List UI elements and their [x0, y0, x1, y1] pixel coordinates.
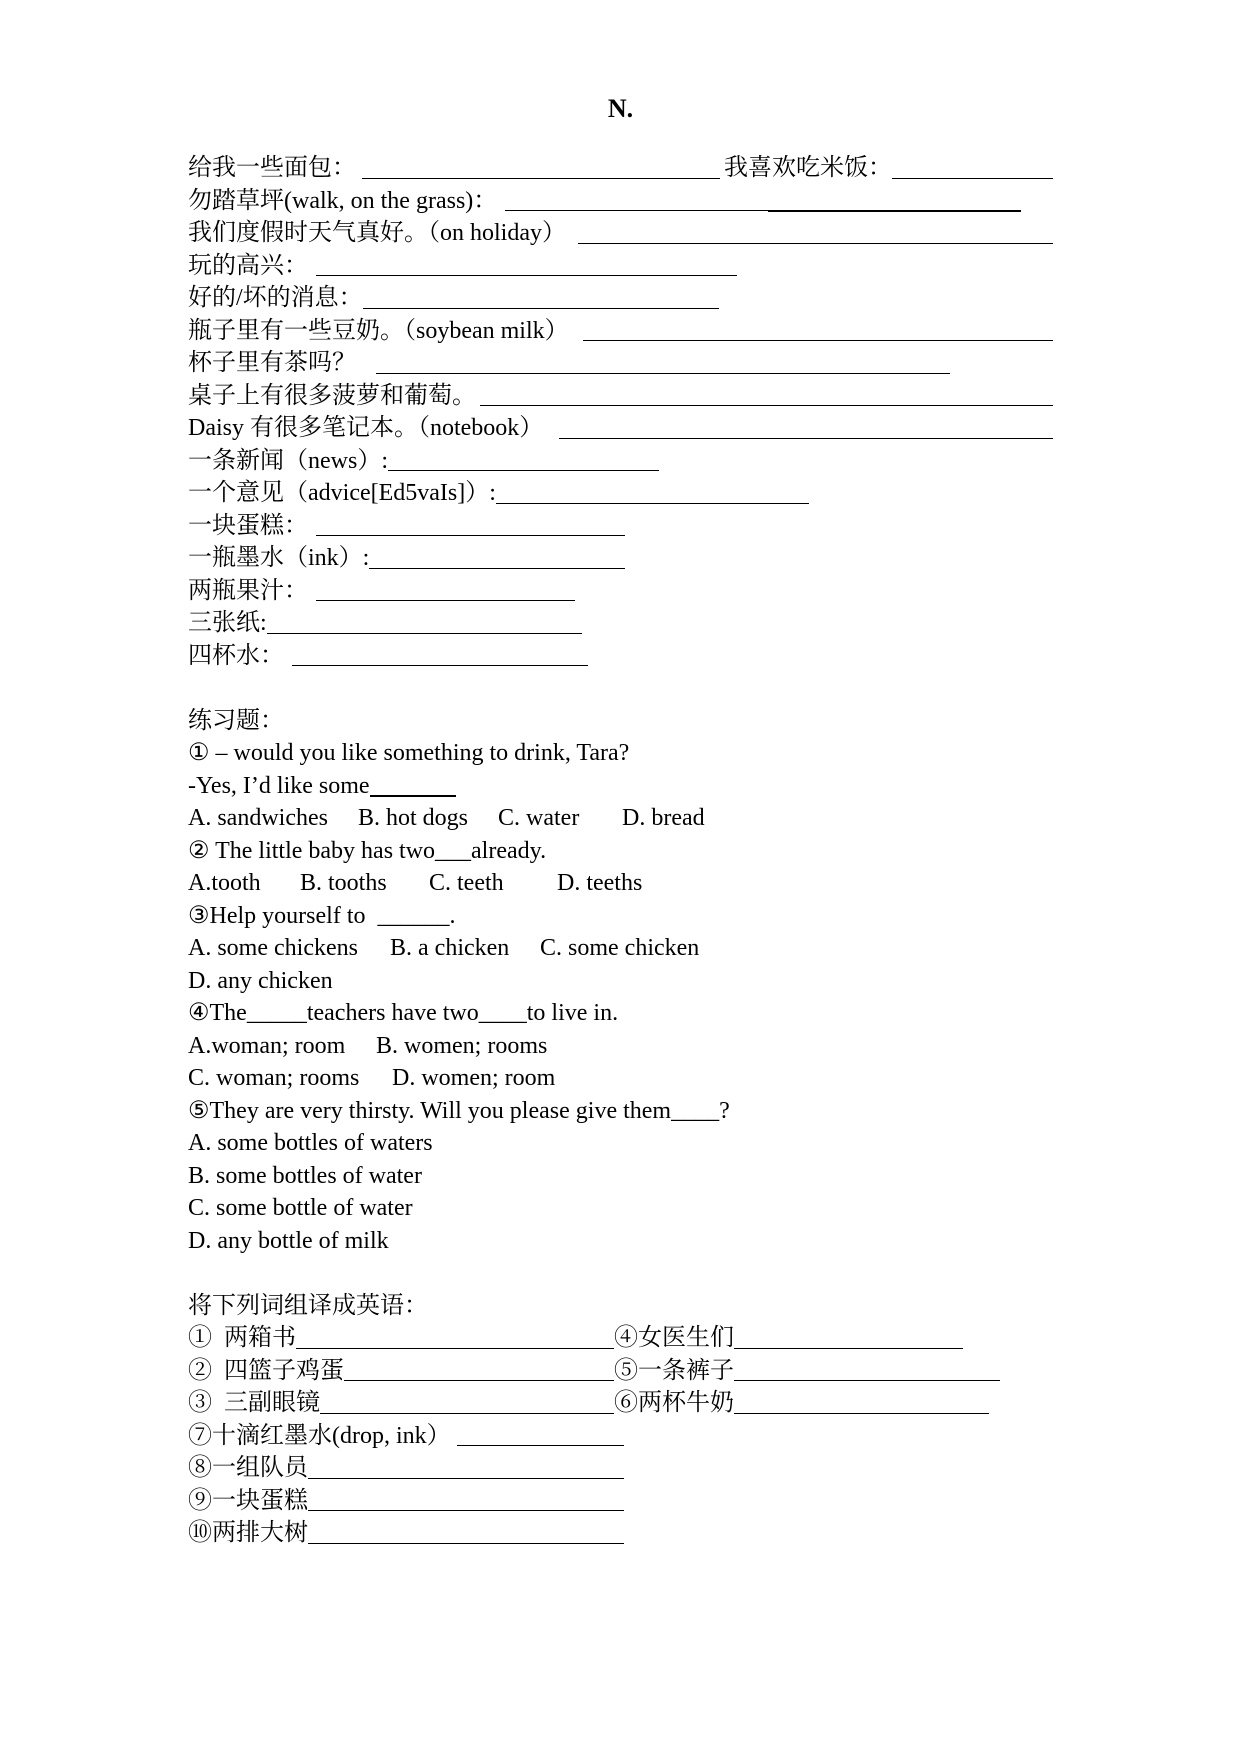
translation-prompt: ⑦十滴红墨水(drop, ink）: [188, 1422, 451, 1449]
option: C. some bottle of water: [188, 1195, 413, 1221]
translation-prompt: ① 两箱书: [188, 1325, 296, 1351]
option: D. bread: [622, 805, 705, 831]
phrase-prompt: 勿踏草坪(walk, on the grass)：: [188, 187, 498, 214]
answer-blank: [388, 470, 659, 471]
answer-blank: [457, 1445, 624, 1446]
worksheet-body: [188, 152, 1053, 1550]
answer-blank: [344, 1380, 614, 1381]
translation-prompt: ⑥两杯牛奶: [614, 1390, 734, 1416]
option: D. any bottle of milk: [188, 1227, 389, 1254]
translation-line: [188, 1452, 624, 1485]
answer-blank: [505, 210, 768, 211]
translation-line: [188, 1517, 624, 1550]
option: C. woman; rooms: [188, 1065, 360, 1091]
answer-blank: [734, 1348, 963, 1349]
translation-item: [188, 1355, 614, 1388]
option: A. sandwiches: [188, 805, 328, 831]
answer-blank: [559, 438, 1053, 439]
section-heading: 将下列词组译成英语：: [188, 1292, 428, 1319]
option: C. water: [498, 805, 580, 831]
translation-item: [614, 1387, 989, 1420]
question-stem: ⑤They are very thirsty. Will you please give them____?: [188, 1097, 730, 1124]
option: B. tooths: [300, 870, 387, 896]
translation-item: [188, 1387, 614, 1420]
option: A.tooth: [188, 870, 261, 896]
phrase-prompt: 一个意见（advice[Ed5vaIs]）:: [188, 480, 496, 506]
translation-item: [614, 1355, 1000, 1388]
translation-line: [188, 1355, 1053, 1388]
phrase-line: [188, 315, 1053, 348]
answer-blank: [267, 633, 582, 634]
phrase-prompt: Daisy 有很多笔记本。（notebook）: [188, 415, 544, 441]
question-reply: [188, 770, 1053, 803]
page-title: N.: [607, 94, 634, 123]
answer-blank: [308, 1543, 624, 1544]
answer-blank: [734, 1380, 1000, 1381]
phrase-line: [188, 217, 1053, 250]
phrase-line: [188, 380, 1053, 413]
question-stem: ③Help yourself to ______.: [188, 902, 456, 929]
option-row: [188, 965, 1053, 998]
answer-blank: [376, 373, 950, 374]
option: D. women; room: [392, 1065, 556, 1091]
answer-blank: [362, 178, 720, 179]
translation-line: [188, 1322, 1053, 1355]
answer-blank: [892, 178, 1053, 179]
option: A.woman; room: [188, 1032, 346, 1059]
phrase-line: [188, 445, 659, 478]
phrase-line: [188, 152, 1053, 185]
option: B. some bottles of water: [188, 1162, 422, 1189]
answer-blank: [308, 1478, 624, 1479]
phrase-line: [188, 250, 737, 283]
phrase-prompt: 两瓶果汁：: [188, 577, 308, 604]
answer-blank: [320, 1413, 614, 1414]
phrase-line: [188, 575, 575, 608]
option: A. some chickens: [188, 935, 358, 961]
option: C. teeth: [429, 870, 504, 896]
reply-text: -Yes, I’d like some: [188, 772, 370, 799]
phrase-line: [188, 412, 1053, 445]
phrase-prompt: 玩的高兴：: [188, 252, 308, 279]
question-stem: ② The little baby has two___already.: [188, 837, 547, 864]
answer-blank: [369, 568, 625, 569]
option: B. women; rooms: [376, 1032, 548, 1059]
option: D. teeths: [557, 870, 643, 896]
answer-blank: [768, 210, 1021, 212]
answer-blank: [480, 405, 1053, 406]
answer-blank: [316, 535, 625, 536]
phrase-line: [188, 510, 625, 543]
option: B. hot dogs: [358, 805, 469, 831]
phrase-prompt: 一块蛋糕：: [188, 512, 308, 539]
translation-prompt: ⑨一块蛋糕: [188, 1487, 308, 1514]
translation-prompt: ③ 三副眼镜: [188, 1390, 320, 1416]
answer-blank: [296, 1348, 614, 1349]
phrase-prompt: 一瓶墨水（ink）:: [188, 545, 370, 571]
translation-prompt: ⑧一组队员: [188, 1455, 308, 1481]
translation-prompt: ④女医生们: [614, 1325, 734, 1351]
answer-blank: [578, 243, 1053, 244]
answer-blank: [316, 275, 737, 276]
translation-item: [614, 1322, 963, 1355]
phrase-prompt: 给我一些面包：: [188, 155, 356, 181]
phrase-prompt: 我们度假时天气真好。（on holiday）: [188, 220, 566, 246]
phrase-prompt: 杯子里有茶吗？: [188, 350, 356, 376]
phrase-line: [188, 640, 588, 673]
translation-prompt: ② 四篮子鸡蛋: [188, 1357, 344, 1384]
question-stem: ① – would you like something to drink, Tara?: [188, 740, 630, 766]
phrase-prompt: 瓶子里有一些豆奶。（soybean milk）: [188, 317, 569, 344]
option: C. some chicken: [540, 935, 700, 961]
option: A. some bottles of waters: [188, 1130, 433, 1156]
spacer: [188, 1257, 1053, 1290]
translation-line: [188, 1485, 624, 1518]
phrase-prompt: 好的/坏的消息：: [188, 285, 363, 311]
answer-blank: [316, 600, 575, 601]
phrase-prompt: 三张纸:: [188, 610, 267, 636]
phrase-line: [188, 542, 625, 575]
phrase-line: [188, 607, 582, 640]
answer-blank: [370, 795, 456, 797]
option-row: [188, 867, 1053, 900]
option-row: [188, 802, 1053, 835]
phrase-line: [188, 185, 1021, 218]
phrase-prompt: 我喜欢吃米饭：: [724, 155, 892, 181]
phrase-prompt: 桌子上有很多菠萝和葡萄。: [188, 382, 476, 409]
answer-blank: [308, 1510, 624, 1511]
option-row: [188, 1030, 1053, 1063]
translation-line: [188, 1420, 624, 1453]
phrase-prompt: 四杯水：: [188, 642, 284, 669]
phrase-prompt: 一条新闻（news）:: [188, 447, 388, 474]
phrase-line: [188, 477, 809, 510]
answer-blank: [292, 665, 588, 666]
translation-prompt: ⑤一条裤子: [614, 1357, 734, 1384]
phrase-line: [188, 347, 950, 380]
phrase-line: [188, 282, 719, 315]
answer-blank: [363, 308, 719, 309]
answer-blank: [583, 340, 1053, 341]
answer-blank: [734, 1413, 989, 1414]
option: D. any chicken: [188, 967, 333, 994]
option-row: [188, 932, 1053, 965]
translation-prompt: ⑩两排大树: [188, 1520, 308, 1546]
option: B. a chicken: [390, 935, 510, 961]
answer-blank: [496, 503, 809, 504]
translation-line: [188, 1387, 1053, 1420]
question-stem: ④The_____teachers have two____to live in.: [188, 1000, 619, 1026]
spacer: [188, 672, 1053, 705]
translation-item: [188, 1322, 614, 1355]
section-heading: 练习题：: [188, 707, 284, 734]
option-row: [188, 1062, 1053, 1095]
